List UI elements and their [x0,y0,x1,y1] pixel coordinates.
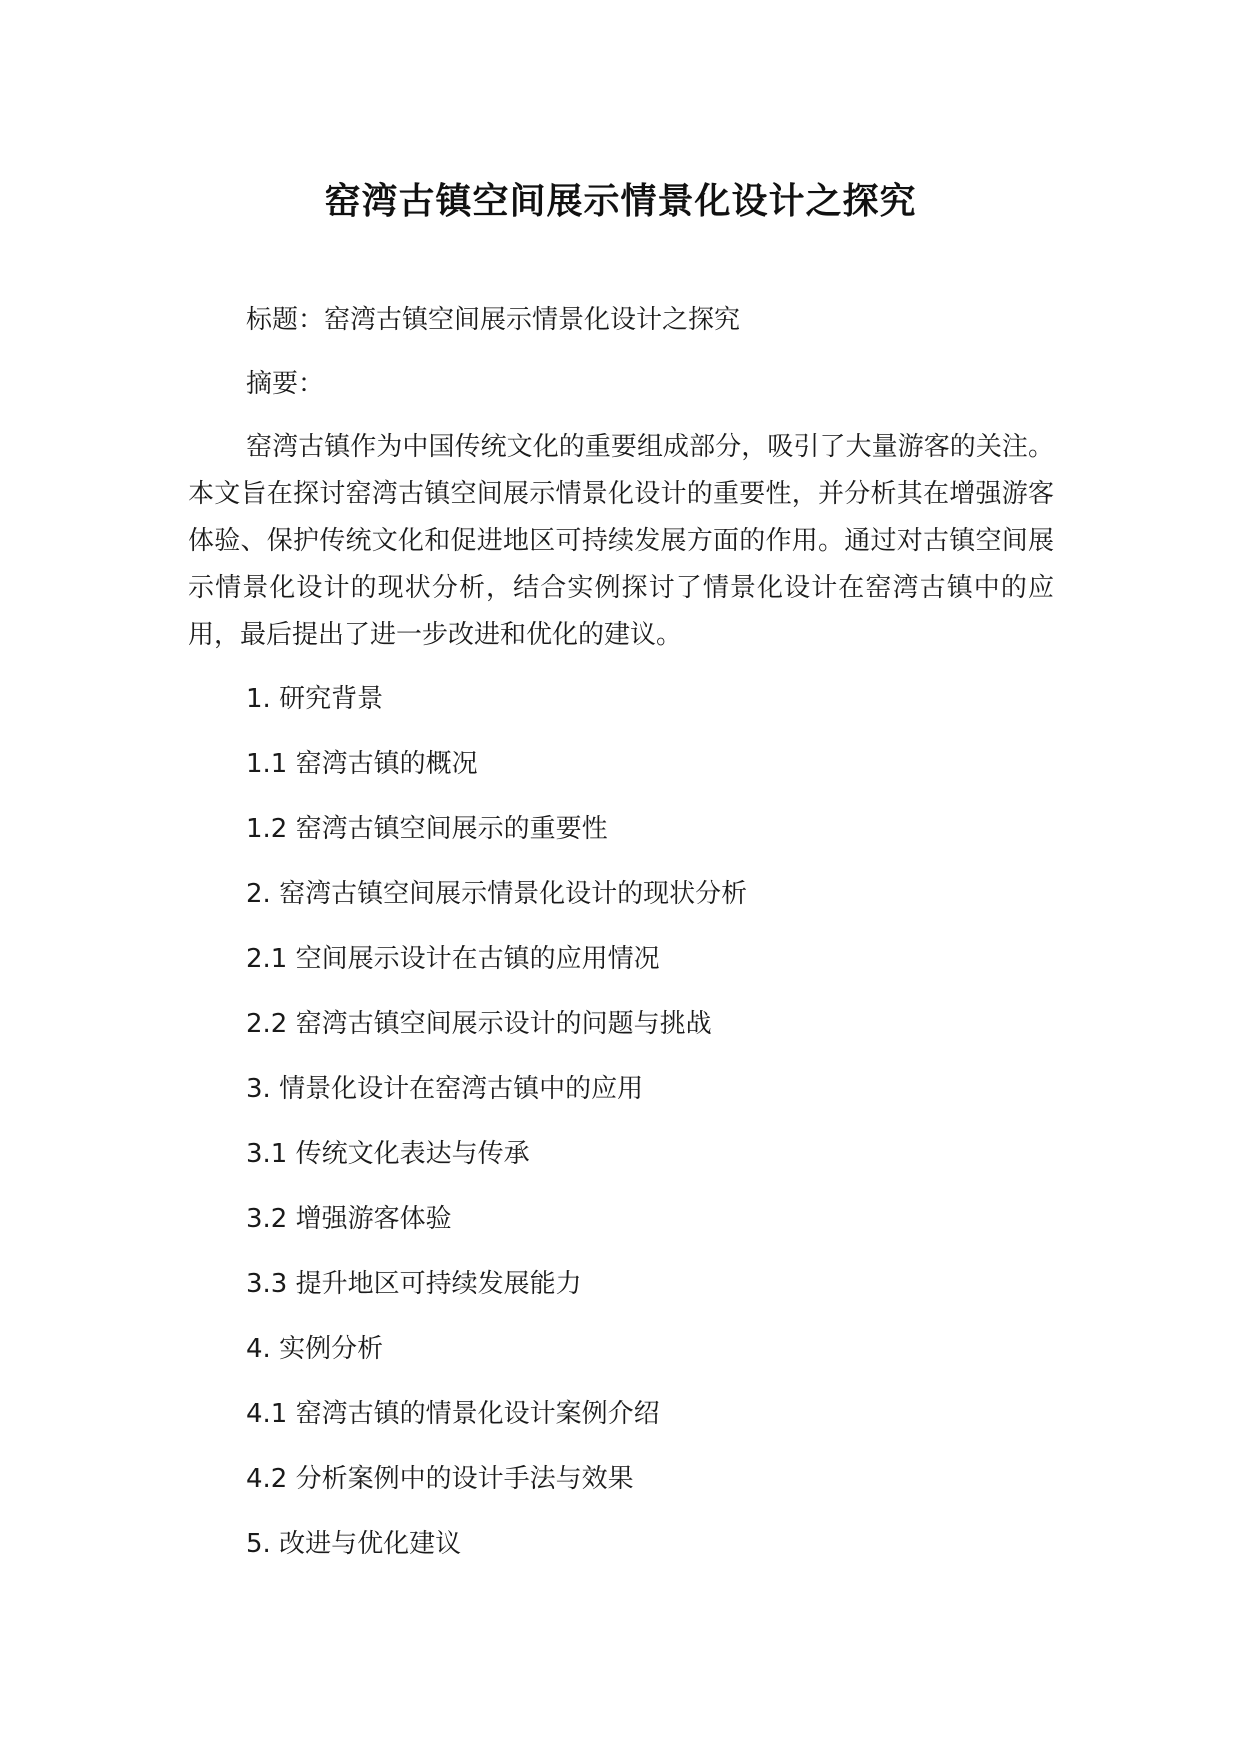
outline-item: 3.2 增强游客体验 [246,1204,452,1234]
document-title: 窑湾古镇空间展示情景化设计之探究 [324,181,917,222]
outline-item: 4.2 分析案例中的设计手法与效果 [246,1464,634,1494]
outline-item: 5. 改进与优化建议 [246,1529,462,1559]
outline-item: 1.1 窑湾古镇的概况 [246,749,478,779]
outline-item: 1.2 窑湾古镇空间展示的重要性 [246,814,608,844]
outline-item: 4. 实例分析 [246,1334,384,1364]
abstract-heading: 摘要： [246,369,325,399]
outline-item: 4.1 窑湾古镇的情景化设计案例介绍 [246,1399,660,1429]
outline-item: 2.1 空间展示设计在古镇的应用情况 [246,944,660,974]
outline-item: 2. 窑湾古镇空间展示情景化设计的现状分析 [246,879,748,909]
outline-item: 3. 情景化设计在窑湾古镇中的应用 [246,1074,644,1104]
document-body [188,296,1054,1585]
outline-list [188,675,1054,1568]
outline-item: 1. 研究背景 [246,684,384,714]
outline-item: 3.1 传统文化表达与传承 [246,1139,530,1169]
abstract-paragraph: 窑湾古镇作为中国传统文化的重要组成部分，吸引了大量游客的关注。本文旨在探讨窑湾古镇空间展示情景化设计的重要性，并分析其在增强游客体验、保护传统文化和促进地区可持续发展方面的作用。通过对古镇空间展示情景化设计的现状分析，结合实例探讨了情景化设计在窑湾古镇中的应用，最后提出了进一步改进和优化的建议。 [188,432,1054,650]
outline-item: 2.2 窑湾古镇空间展示设计的问题与挑战 [246,1009,712,1039]
title-line: 标题：窑湾古镇空间展示情景化设计之探究 [246,305,741,335]
outline-item: 3.3 提升地区可持续发展能力 [246,1269,582,1299]
